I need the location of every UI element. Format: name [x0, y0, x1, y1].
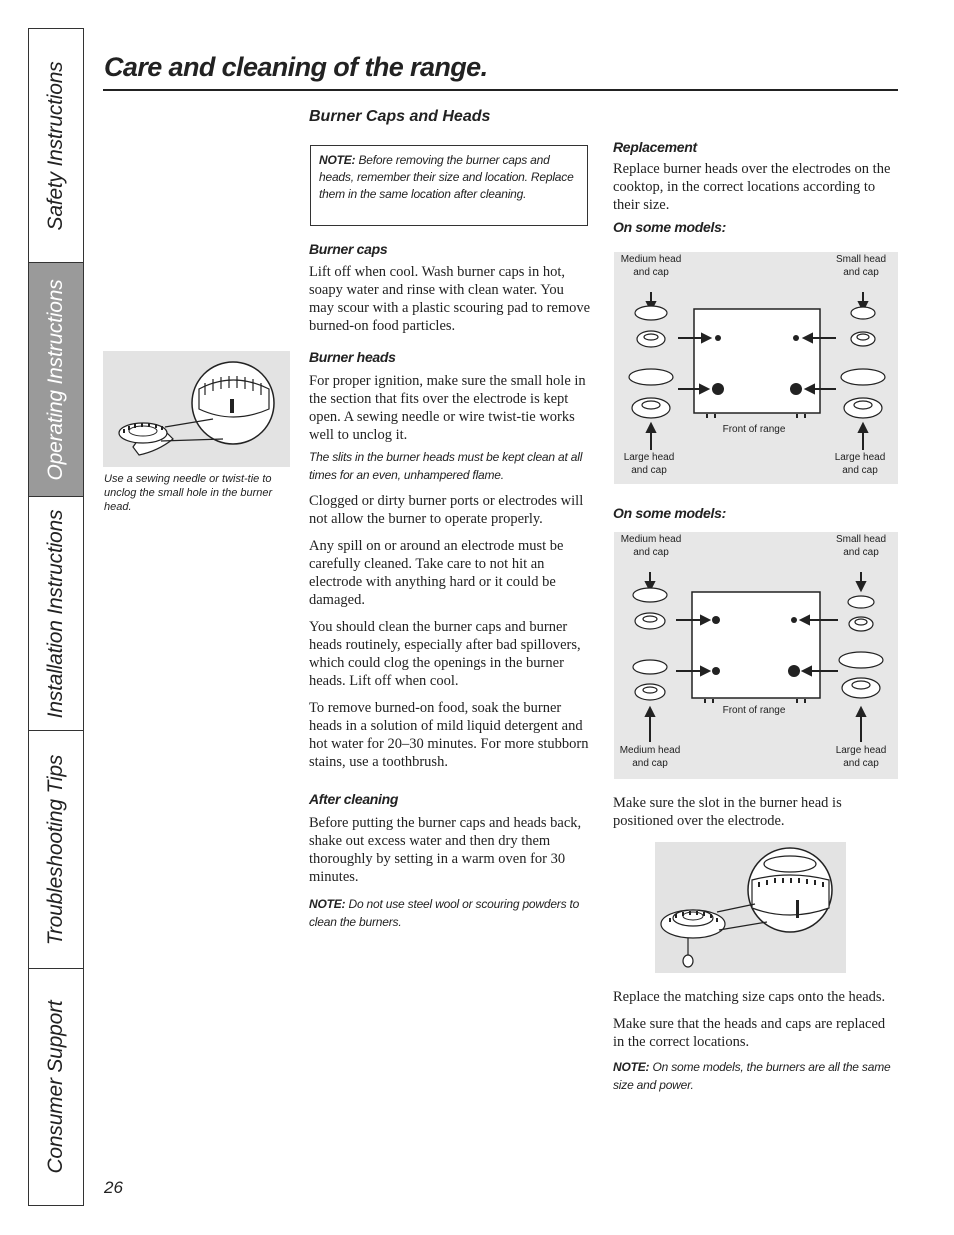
- burner-caps-text: Lift off when cool. Wash burner caps in hot, soapy water and rinse with clean water. You may scour with a plastic scouring pad to remove burned-on food particles.: [309, 264, 591, 334]
- replace-caps-text: Replace the matching size caps onto the heads.: [613, 989, 886, 1005]
- burner-heads-text: For proper ignition, make sure the small hole in the section that fits over the electrode is kept open. A sewing needle or wire twist-tie works well to unclog it.: [309, 373, 586, 443]
- tab-consumer-support[interactable]: [28, 968, 84, 1206]
- label-top-right: Small head and cap: [835, 534, 887, 558]
- tab-installation-instructions[interactable]: [28, 496, 84, 732]
- label-front-of-range: Front of range: [722, 705, 786, 716]
- burner-heads-title: Burner heads: [309, 349, 396, 365]
- slot-text: Make sure the slot in the burner head is positioned over the electrode.: [613, 795, 842, 829]
- burner-caps-title: Burner caps: [309, 241, 388, 257]
- note-label: NOTE:: [319, 153, 356, 167]
- burner-layout-drawing: [614, 252, 898, 484]
- after-cleaning-section: [309, 791, 591, 931]
- tab-operating-instructions[interactable]: [28, 262, 84, 498]
- replacement-title: Replacement: [613, 139, 697, 155]
- note-body: Before removing the burner caps and heads, remember their size and location. Replace them in the same location after cleaning.: [319, 153, 574, 201]
- routine-paragraph: You should clean the burner caps and burner heads routinely, especially after bad spillovers, which could clog the openings in the burner heads. Lift off when cool.: [309, 619, 581, 689]
- label-bottom-right: Large head and cap: [834, 452, 886, 476]
- clogged-paragraph: Clogged or dirty burner ports or electrodes will not allow the burner to operate properly.: [309, 493, 584, 527]
- tab-label: Consumer Support: [44, 1000, 67, 1174]
- burner-layout-diagram-1: [614, 252, 898, 484]
- soak-paragraph: To remove burned-on food, soak the burner heads in a solution of mild liquid detergent and hot water for 20–30 minutes. For more stubborn stains, use a toothbrush.: [309, 700, 589, 770]
- burner-layout-drawing: [614, 532, 898, 779]
- label-bottom-left: Medium head and cap: [619, 745, 681, 769]
- models-label-2: On some models:: [613, 505, 726, 521]
- label-bottom-left: Large head and cap: [623, 452, 675, 476]
- note-body: Do not use steel wool or scouring powders to clean the burners.: [309, 897, 580, 929]
- steel-wool-note: [309, 895, 591, 931]
- note-label: NOTE:: [309, 897, 346, 911]
- label-bottom-right: Large head and cap: [835, 745, 887, 769]
- burner-heads-section: [309, 349, 591, 771]
- models-label-1: On some models:: [613, 219, 726, 235]
- title-rule: [103, 89, 898, 91]
- tab-label: Safety Instructions: [44, 61, 67, 231]
- note-body: On some models, the burners are all the same size and power.: [613, 1060, 891, 1092]
- replacement-text: Replace burner heads over the electrodes on the cooktop, in the correct locations according to their size.: [613, 161, 891, 213]
- replacement-section: [613, 139, 898, 235]
- page-number: 26: [104, 1178, 123, 1197]
- sidebar-tabs: [28, 28, 84, 1206]
- note-label: NOTE:: [613, 1060, 650, 1074]
- note-box: [310, 145, 588, 226]
- same-size-note: [613, 1058, 895, 1094]
- tab-troubleshooting-tips[interactable]: [28, 730, 84, 970]
- after-cleaning-title: After cleaning: [309, 791, 399, 807]
- label-top-left: Medium head and cap: [620, 534, 682, 558]
- tab-label: Installation Instructions: [44, 509, 67, 719]
- tab-safety-instructions[interactable]: [28, 28, 84, 264]
- burner-caps-section: [309, 241, 591, 335]
- needle-illustration: [103, 351, 290, 467]
- slits-note: The slits in the burner heads must be kept clean at all times for an even, unhampered flame.: [309, 450, 583, 482]
- tab-label: Operating Instructions: [44, 279, 67, 481]
- tab-label: Troubleshooting Tips: [44, 754, 67, 946]
- final-notes: [613, 988, 895, 1094]
- note-text: [319, 152, 579, 203]
- correct-locations-text: Make sure that the heads and caps are replaced in the correct locations.: [613, 1016, 886, 1050]
- needle-caption: Use a sewing needle or twist-tie to unclog the small hole in the burner head.: [104, 473, 273, 513]
- label-front-of-range: Front of range: [722, 424, 786, 435]
- slot-electrode-illustration: [655, 842, 846, 973]
- page-title: Care and cleaning of the range.: [104, 52, 488, 82]
- section-title: Burner Caps and Heads: [309, 108, 491, 125]
- label-top-right: Small head and cap: [835, 254, 887, 278]
- burner-layout-diagram-2: [614, 532, 898, 779]
- label-top-left: Medium head and cap: [620, 254, 682, 278]
- spill-paragraph: Any spill on or around an electrode must be carefully cleaned. Take care to not hit an electrode with anything hard or it could be damaged.: [309, 538, 564, 608]
- after-cleaning-text: Before putting the burner caps and heads back, shake out excess water and then dry them thoroughly by setting in a warm oven for 30 minutes.: [309, 815, 582, 885]
